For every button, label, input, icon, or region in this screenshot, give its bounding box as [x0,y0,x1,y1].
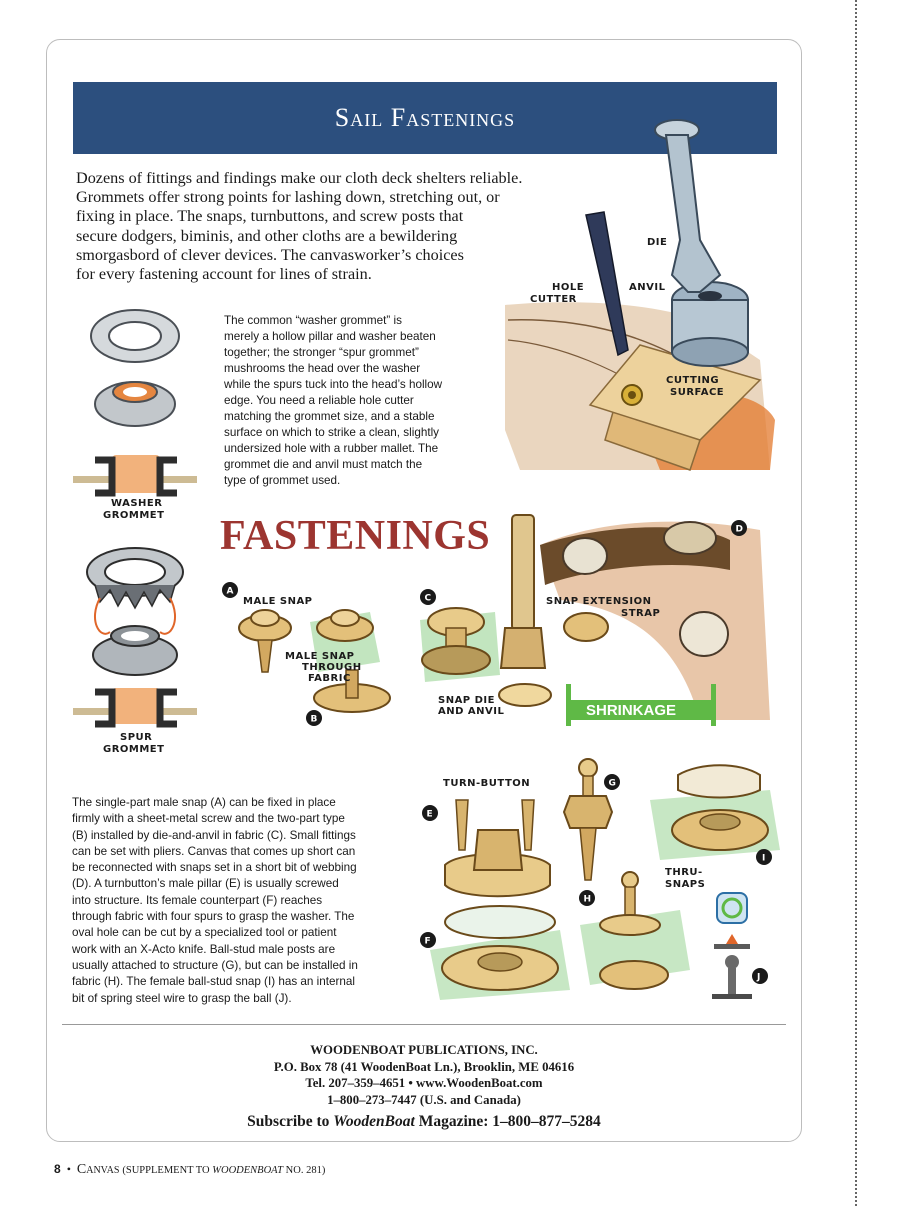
hole-cutter-label: CUTTER [530,294,577,305]
grommet-line: while the spurs tuck into the head’s hollow [224,378,443,391]
fastenings-line: (D). A turnbutton’s male pillar (E) is usually screwed [72,877,339,891]
snap-extension-illustration [540,520,770,726]
thru-snaps-label: SNAPS [665,879,706,890]
ball-stud-h-ball [622,872,638,888]
footer-bullet: • [66,1162,71,1176]
male-snap-b-stud [331,610,359,626]
grommet-line: matching the grommet size, and a stable [224,410,435,423]
spur-teeth [95,585,175,608]
male-snap-label: MALE SNAP [243,596,313,607]
spur-grommet-label: SPUR [120,732,153,743]
snap-die-illustration [420,515,551,717]
screw-left [456,800,468,850]
grommet-line: surface on which to strike a clean, slightly [224,426,440,439]
spur-washer-hole [105,559,165,585]
svg-text:E: E [426,809,433,820]
supplement-note: (SUPPLEMENT TO WOODENBOAT NO. 281) [122,1165,326,1176]
male-snap-illustration [222,582,390,726]
fastenings-line: The single-part male snap (A) can be fixed in place [72,796,336,809]
turn-button-label: TURN-BUTTON [443,778,531,789]
intro-line: secure dodgers, biminis, and other cloths are a bewildering [76,226,458,245]
screw-right [522,800,534,850]
washer-grommet-label: WASHER [111,498,163,509]
subscribe-line: Subscribe to WoodenBoat Magazine: 1–800–877–5284 [247,1113,601,1130]
snap-extension-label: STRAP [621,608,661,619]
intro-line: fixing in place. The snaps, turnbuttons, and screw posts that [76,207,464,226]
svg-text:A: A [226,586,234,597]
ball-stud-ball [579,759,597,777]
snap-extension-label: SNAP EXTENSION [546,596,652,607]
svg-text:I: I [762,853,766,864]
intro-line: smorgasbord of clever devices. The canvasworker’s choices [76,245,464,264]
washer-hole [109,322,161,350]
cutting-surface-label: CUTTING [666,375,720,386]
thru-snap-hole [700,814,740,830]
washer-grommet-label: GROMMET [103,510,165,521]
sheet-metal-screw [258,640,272,672]
fastenings-paragraph [72,795,412,1007]
thru-snap-section-base [712,994,752,999]
snap-die-rod [512,515,534,630]
fastenings-line: work with an X-Acto knife. Ball-stud male posts are [72,942,336,956]
thru-snap-section-top [714,944,750,949]
grommet-line: edge. You need a reliable hole cutter [224,394,414,407]
tool-illustration [505,120,775,470]
grommet-line: mushrooms the head over the washer [224,362,421,375]
fastenings-line: be reconnected with snaps set in a short bit of webbing [72,861,357,875]
thru-snap-plate [678,765,760,797]
grommet-line: grommet die and anvil must match the [224,458,423,471]
fastenings-line: bit of spring steel wire to grasp the ball (J). [72,991,292,1005]
grommet-pillar-hole [123,387,147,397]
thru-snaps-label: THRU- [665,867,703,878]
anvil-label: ANVIL [629,282,666,293]
publisher-footer [62,1042,786,1133]
turn-button-oval-hole [478,953,522,971]
thru-snap-section-ball [726,934,738,944]
male-snap-a-stud [251,610,279,626]
ball-stud-hex [564,796,612,828]
ball-stud-h-flange [600,915,660,935]
fastenings-line: usually attached to structure (G), but can be installed in [72,958,358,972]
grommet-line: The common “washer grommet” is [224,314,402,327]
page-footer [54,1162,325,1178]
svg-text:D: D [735,524,743,535]
snap-cap-d [563,538,607,574]
intro-line: for every fastening account for lines of strain. [76,265,372,284]
spur-grommet-label: GROMMET [103,744,165,755]
snap-die-label: AND ANVIL [438,706,505,717]
shrinkage-bracket-right [711,684,716,726]
grommet-line: undersized hole with a rubber mallet. The [224,442,439,455]
ball-stud-h-post [625,887,635,917]
die-label: DIE [647,237,668,248]
spur-cross-section [112,688,160,724]
svg-text:C: C [424,593,432,604]
grommet-hole [628,391,636,399]
fastenings-line: oval hole can be cut by a specialized tool or patient [72,926,337,940]
svg-text:B: B [310,714,318,725]
snap-die-anvil [501,628,545,668]
ball-stud-h-base [600,961,668,989]
snap-cap-anvil [499,684,551,706]
svg-text:F: F [424,936,431,947]
fastenings-line: fabric (H). The female ball-stud snap (I) has an internal [72,975,356,989]
svg-text:H: H [583,894,592,905]
ball-stud-neck [583,776,593,796]
svg-text:G: G [608,778,616,789]
spur-grommet-illustration [73,548,197,755]
thru-snap-section-head [725,955,739,969]
footer-divider [62,1024,786,1025]
publisher-name: WOODENBOAT PUBLICATIONS, INC. [310,1043,538,1057]
publication-name: Canvas [76,1162,120,1177]
die-shaft [666,135,720,292]
fastenings-line: can be set with pliers. Canvas that comes up short can [72,844,356,858]
publisher-tollfree: 1–800–273–7447 (U.S. and Canada) [327,1092,521,1107]
page-number: 8 [54,1162,61,1176]
ball-stud-screw [580,828,596,880]
snap-cap-d2 [680,612,728,656]
anvil-base [672,338,748,366]
male-snap-d [564,613,608,641]
male-snap-fabric-label: THROUGH [302,662,362,673]
turn-button-illustration [420,778,570,1000]
snap-die-label: SNAP DIE [438,695,495,706]
grommet-line: merely a hollow pillar and washer beaten [224,330,436,343]
turn-button-pillar [474,830,522,870]
thru-snap-section-post [728,968,736,994]
male-snap-fabric-label: FABRIC [308,673,351,684]
grommet-cross-section [112,455,160,493]
fastenings-line: into structure. Its female counterpart (F) reaches [72,893,323,907]
svg-text:J: J [757,972,761,983]
shrinkage-label: SHRINKAGE [586,702,677,719]
fastenings-line: (B) installed by die-and-anvil in fabric (C). Small fittings [72,828,356,842]
intro-line: Dozens of fittings and findings make our cloth deck shelters reliable. [76,169,523,187]
fastenings-line: through fabric with four spurs to grasp the washer. The [72,910,355,924]
banner-title: Sail Fastenings [334,103,516,132]
grommet-line: together; the stronger “spur grommet” [224,346,419,359]
anvil-recess [698,291,722,301]
female-snap-socket [422,646,490,674]
male-snap-fabric-label: MALE SNAP [285,651,355,662]
shrinkage-bracket-left [566,684,571,726]
grommet-line: type of grommet used. [224,474,341,487]
spur-pillar-hole [121,631,149,641]
snap-socket-d [664,522,716,554]
intro-line: Grommets offer strong points for lashing down, stretching out, or [76,188,500,207]
publisher-phone: Tel. 207–359–4651 • www.WoodenBoat.com [305,1076,543,1090]
publisher-address: P.O. Box 78 (41 WoodenBoat Ln.), Brooklin, ME 04616 [273,1059,575,1074]
fastenings-line: firmly with a sheet-metal screw and the two-part type [72,812,345,826]
turn-button-washer [445,906,555,938]
cutting-surface-label: SURFACE [670,387,725,398]
washer-grommet-illustration [73,310,197,521]
hole-cutter-label: HOLE [552,282,585,293]
fastenings-heading: FASTENINGS [220,513,491,559]
